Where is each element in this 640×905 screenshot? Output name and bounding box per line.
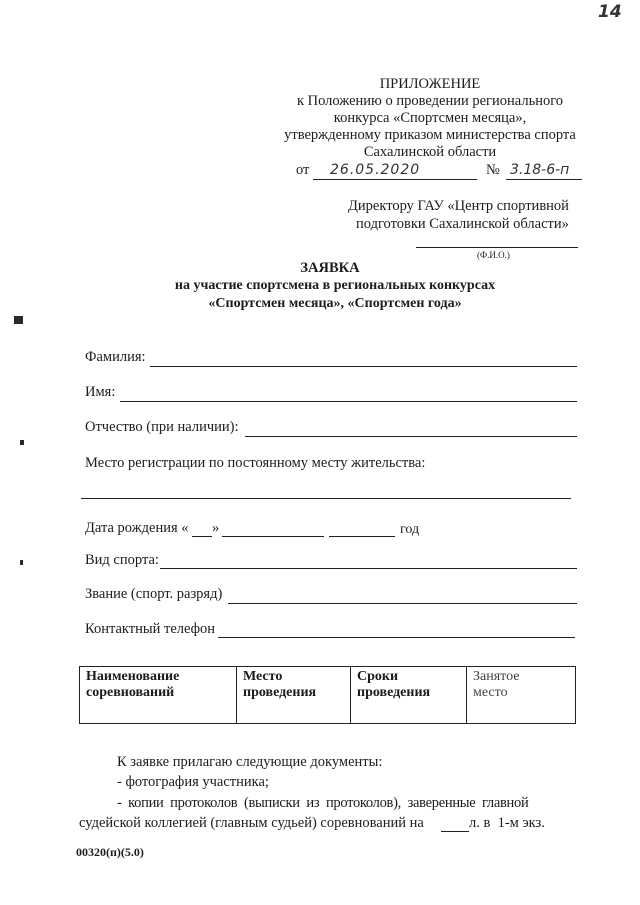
fio-caption: (Ф.И.О.) (477, 250, 510, 260)
addressee-line: Директору ГАУ «Центр спортивной (348, 198, 569, 214)
table-header-cell: Сроки проведения (351, 667, 467, 724)
birth-mid: » (212, 520, 220, 536)
scan-mark (20, 560, 23, 565)
birth-prefix: Дата рождения « (85, 520, 189, 536)
attachment-item: - копии протоколов (выписки из протоколов), заверенные главной (117, 795, 529, 811)
number-prefix: № (486, 162, 500, 178)
competitions-table (79, 666, 576, 724)
fio-underline (416, 247, 578, 248)
appendix-line: к Положению о проведении регионального (296, 93, 564, 109)
patronymic-line[interactable] (245, 436, 577, 437)
birth-suffix: год (400, 522, 420, 537)
phone-label: Контактный телефон (85, 621, 216, 637)
scan-mark (14, 316, 23, 324)
heading-subtitle: на участие спортсмена в региональных конкурсах (174, 278, 496, 293)
number-value: 3.18-6-п (510, 162, 570, 178)
pages-count-line[interactable] (441, 831, 469, 832)
attachment-item-cont: судейской коллегией (главным судьей) соревнований на (79, 815, 424, 831)
date-underline (313, 179, 477, 180)
birth-month-line[interactable] (222, 536, 324, 537)
name-label: Имя: (85, 384, 116, 400)
appendix-block (275, 76, 585, 161)
attachments-intro: К заявке прилагаю следующие документы: (117, 754, 383, 770)
rank-line[interactable] (228, 603, 577, 604)
birth-year-line[interactable] (329, 536, 395, 537)
appendix-title: ПРИЛОЖЕНИЕ (379, 76, 481, 92)
sport-label: Вид спорта: (85, 552, 159, 568)
table-header-cell: Место проведения (237, 667, 351, 724)
footer-code: 00320(п)(5.0) (76, 845, 144, 859)
table-row (80, 667, 576, 724)
registration-line[interactable] (81, 498, 571, 499)
rank-label: Звание (спорт. разряд) (85, 586, 223, 602)
date-prefix: от (296, 162, 310, 178)
addressee-line: подготовки Сахалинской области» (356, 216, 569, 232)
phone-line[interactable] (218, 637, 575, 638)
attachment-item: - фотография участника; (117, 774, 269, 790)
appendix-line: Сахалинской области (363, 144, 497, 160)
registration-label: Место регистрации по постоянному месту жительства: (85, 455, 426, 471)
surname-label: Фамилия: (85, 349, 146, 365)
name-line[interactable] (120, 401, 577, 402)
date-value: 26.05.2020 (330, 162, 421, 178)
heading-title: ЗАЯВКА (300, 260, 360, 276)
birth-day-line[interactable] (192, 536, 212, 537)
table-header-cell: Наименование соревнований (80, 667, 237, 724)
table-header-cell: Занятое место (467, 667, 576, 724)
sport-line[interactable] (160, 568, 577, 569)
page-number: 14 (598, 2, 622, 22)
appendix-line: утвержденному приказом министерства спорта (284, 127, 576, 143)
number-underline (506, 179, 582, 180)
attachment-item-tail: л. в 1-м экз. (469, 815, 545, 831)
surname-line[interactable] (150, 366, 577, 367)
appendix-line: конкурса «Спортсмен месяца», (333, 110, 527, 126)
scan-mark (20, 440, 24, 445)
patronymic-label: Отчество (при наличии): (85, 419, 239, 435)
heading-subtitle: «Спортсмен месяца», «Спортсмен года» (208, 296, 462, 311)
